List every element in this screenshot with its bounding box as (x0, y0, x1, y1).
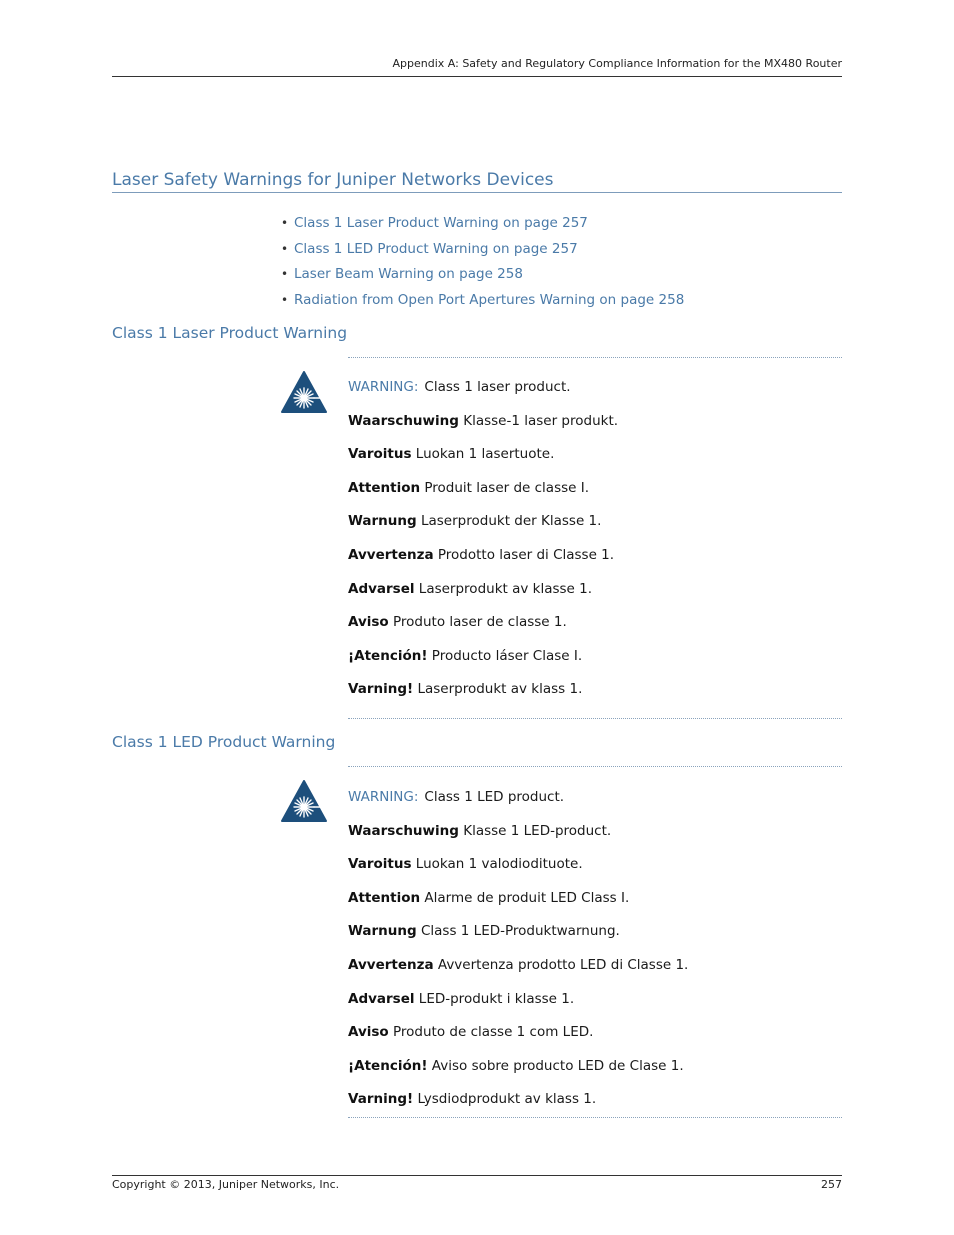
warning-label: WARNING: (348, 789, 419, 805)
warning-list-laser (348, 377, 618, 713)
bullet: • (281, 293, 289, 308)
toc-link[interactable]: Laser Beam Warning on page 258 (294, 266, 523, 283)
translation-text: Luokan 1 lasertuote. (415, 446, 555, 463)
bullet: • (281, 267, 289, 282)
translation-line (348, 478, 618, 512)
toc-list (281, 213, 684, 316)
translation-line (348, 612, 618, 646)
running-header: Appendix A: Safety and Regulatory Compliance Information for the MX480 Router (392, 57, 842, 70)
header-rule (112, 76, 842, 77)
warning-text: Class 1 LED product. (424, 789, 565, 805)
bullet: • (281, 241, 289, 256)
translation-line (348, 888, 688, 922)
toc-item[interactable] (281, 290, 684, 316)
translation-text: Prodotto laser di Classe 1. (437, 546, 615, 563)
language-label: Varning! (348, 1091, 414, 1108)
language-label: Avvertenza (348, 956, 434, 973)
translation-line (348, 989, 688, 1023)
translation-text: Produto laser de classe 1. (393, 614, 567, 631)
translation-text: Klasse 1 LED-product. (463, 822, 612, 839)
translation-text: Laserprodukt av klasse 1. (418, 580, 593, 597)
language-label: Waarschuwing (348, 412, 459, 429)
copyright: Copyright © 2013, Juniper Networks, Inc. (112, 1178, 340, 1191)
bullet: • (281, 216, 289, 230)
translation-text: Lysdiodprodukt av klass 1. (417, 1091, 597, 1108)
translation-text: Class 1 LED-Produktwarnung. (420, 923, 620, 940)
section-rule-bottom (348, 1117, 842, 1118)
warning-label: WARNING: (348, 379, 419, 395)
translation-line (348, 444, 618, 478)
laser-warning-icon (280, 370, 328, 414)
translation-line (348, 955, 688, 989)
toc-item[interactable] (281, 239, 684, 265)
section-rule-top (348, 357, 842, 358)
page-title: Laser Safety Warnings for Juniper Networks Devices (112, 170, 554, 190)
language-label: Varoitus (348, 856, 412, 873)
toc-link[interactable]: Class 1 LED Product Warning on page 257 (294, 240, 578, 257)
title-rule (112, 192, 842, 193)
translation-text: Produit laser de classe I. (424, 479, 590, 496)
translation-text: Avvertenza prodotto LED di Classe 1. (437, 956, 689, 973)
warning-text: Class 1 laser product. (424, 379, 571, 395)
toc-item[interactable] (281, 264, 684, 290)
language-label: ¡Atención! (348, 1057, 428, 1074)
translation-text: Laserprodukt der Klasse 1. (420, 513, 602, 530)
warning-line (348, 787, 688, 821)
language-label: Warnung (348, 923, 417, 940)
section-title-led: Class 1 LED Product Warning (112, 733, 336, 751)
translation-text: Alarme de produit LED Class I. (424, 889, 630, 906)
laser-warning-icon (280, 779, 328, 823)
translation-line (348, 511, 618, 545)
translation-text: Produto de classe 1 com LED. (393, 1024, 594, 1041)
translation-line (348, 1056, 688, 1090)
language-label: Avvertenza (348, 546, 434, 563)
translation-text: Laserprodukt av klass 1. (417, 681, 583, 698)
warning-list-led (348, 787, 688, 1123)
translation-text: Aviso sobre producto LED de Clase 1. (431, 1057, 684, 1074)
language-label: Varoitus (348, 446, 412, 463)
translation-line (348, 545, 618, 579)
language-label: Warnung (348, 513, 417, 530)
section-rule-bottom (348, 718, 842, 719)
translation-line (348, 679, 618, 713)
footer-rule (112, 1175, 842, 1176)
translation-line (348, 646, 618, 680)
translation-line (348, 921, 688, 955)
warning-line (348, 377, 618, 411)
language-label: Advarsel (348, 990, 415, 1007)
toc-link[interactable]: Radiation from Open Port Apertures Warning on page 258 (294, 292, 685, 309)
translation-text: Producto láser Clase I. (431, 647, 583, 664)
translation-text: Luokan 1 valodiodituote. (415, 856, 583, 873)
toc-link[interactable]: Class 1 Laser Product Warning on page 257 (294, 215, 588, 231)
translation-line (348, 411, 618, 445)
translation-line (348, 821, 688, 855)
language-label: Varning! (348, 681, 414, 698)
translation-line (348, 854, 688, 888)
language-label: Aviso (348, 1024, 389, 1041)
language-label: Aviso (348, 614, 389, 631)
language-label: Advarsel (348, 580, 415, 597)
language-label: Attention (348, 889, 421, 906)
toc-item[interactable] (281, 213, 684, 239)
language-label: ¡Atención! (348, 647, 428, 664)
page-number: 257 (821, 1178, 842, 1191)
section-title-laser: Class 1 Laser Product Warning (112, 324, 348, 342)
translation-text: LED-produkt i klasse 1. (418, 990, 575, 1007)
language-label: Waarschuwing (348, 822, 459, 839)
section-rule-top (348, 766, 842, 767)
translation-line (348, 579, 618, 613)
translation-line (348, 1022, 688, 1056)
language-label: Attention (348, 479, 421, 496)
translation-text: Klasse-1 laser produkt. (463, 412, 619, 429)
